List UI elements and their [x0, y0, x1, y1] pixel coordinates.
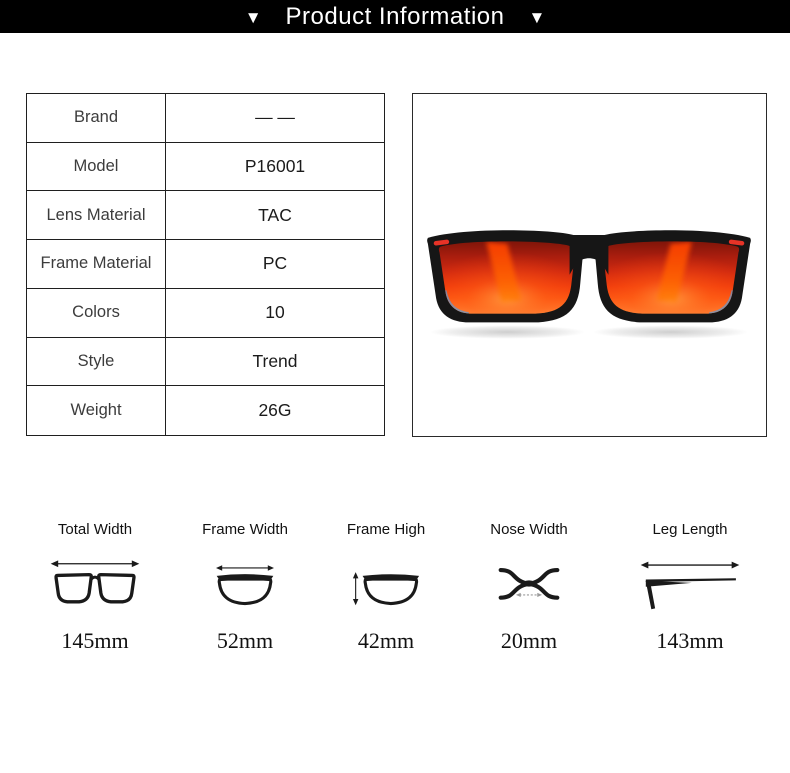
measurement-value: 145mm	[61, 628, 129, 653]
temple-side-icon	[632, 554, 748, 622]
lens-width-icon	[207, 554, 283, 622]
measurement-label: Leg Length	[652, 521, 728, 538]
table-row	[27, 191, 384, 240]
lens-height-icon	[346, 554, 426, 622]
table-row	[27, 338, 384, 387]
glasses-front-icon	[49, 554, 141, 622]
spec-table	[26, 93, 385, 436]
spec-label: Model	[27, 143, 166, 191]
banner	[0, 0, 790, 33]
sunglasses-photo	[424, 222, 754, 347]
table-row	[27, 289, 384, 338]
spec-value: 10	[265, 302, 285, 323]
measurement-value: 20mm	[500, 628, 558, 653]
measurement-value: 52mm	[216, 628, 274, 653]
measurement-frame-high	[311, 520, 461, 655]
spec-label: Weight	[27, 386, 166, 435]
spec-value: Trend	[252, 350, 298, 371]
measurement-leg-length	[615, 520, 765, 655]
product-photo-frame	[412, 93, 767, 437]
down-triangle-icon: ▼	[528, 8, 546, 27]
table-row	[27, 143, 384, 192]
table-row	[27, 386, 384, 435]
measurement-label: Total Width	[57, 521, 133, 538]
page-title: Product Information	[285, 2, 505, 30]
spec-label: Lens Material	[27, 191, 166, 239]
measurement-frame-width	[170, 520, 320, 655]
measurement-nose-width	[454, 520, 604, 655]
measurement-label: Frame Width	[202, 521, 288, 538]
spec-value: — —	[255, 107, 295, 128]
spec-label: Colors	[27, 289, 166, 337]
nose-bridge-icon	[491, 554, 567, 622]
down-triangle-icon: ▼	[244, 8, 262, 27]
measurement-label: Nose Width	[490, 521, 568, 538]
spec-value: TAC	[258, 204, 292, 225]
measurement-value: 42mm	[357, 628, 415, 653]
measurement-label: Frame High	[346, 521, 426, 538]
spec-value: PC	[262, 253, 288, 274]
spec-label: Style	[27, 338, 166, 386]
spec-label: Frame Material	[27, 240, 166, 288]
spec-value: 26G	[258, 400, 292, 421]
measurement-total-width	[20, 520, 170, 655]
table-row	[27, 94, 384, 143]
spec-label: Brand	[27, 94, 166, 142]
table-row	[27, 240, 384, 289]
spec-value: P16001	[244, 156, 306, 177]
measurement-value: 143mm	[656, 628, 724, 653]
